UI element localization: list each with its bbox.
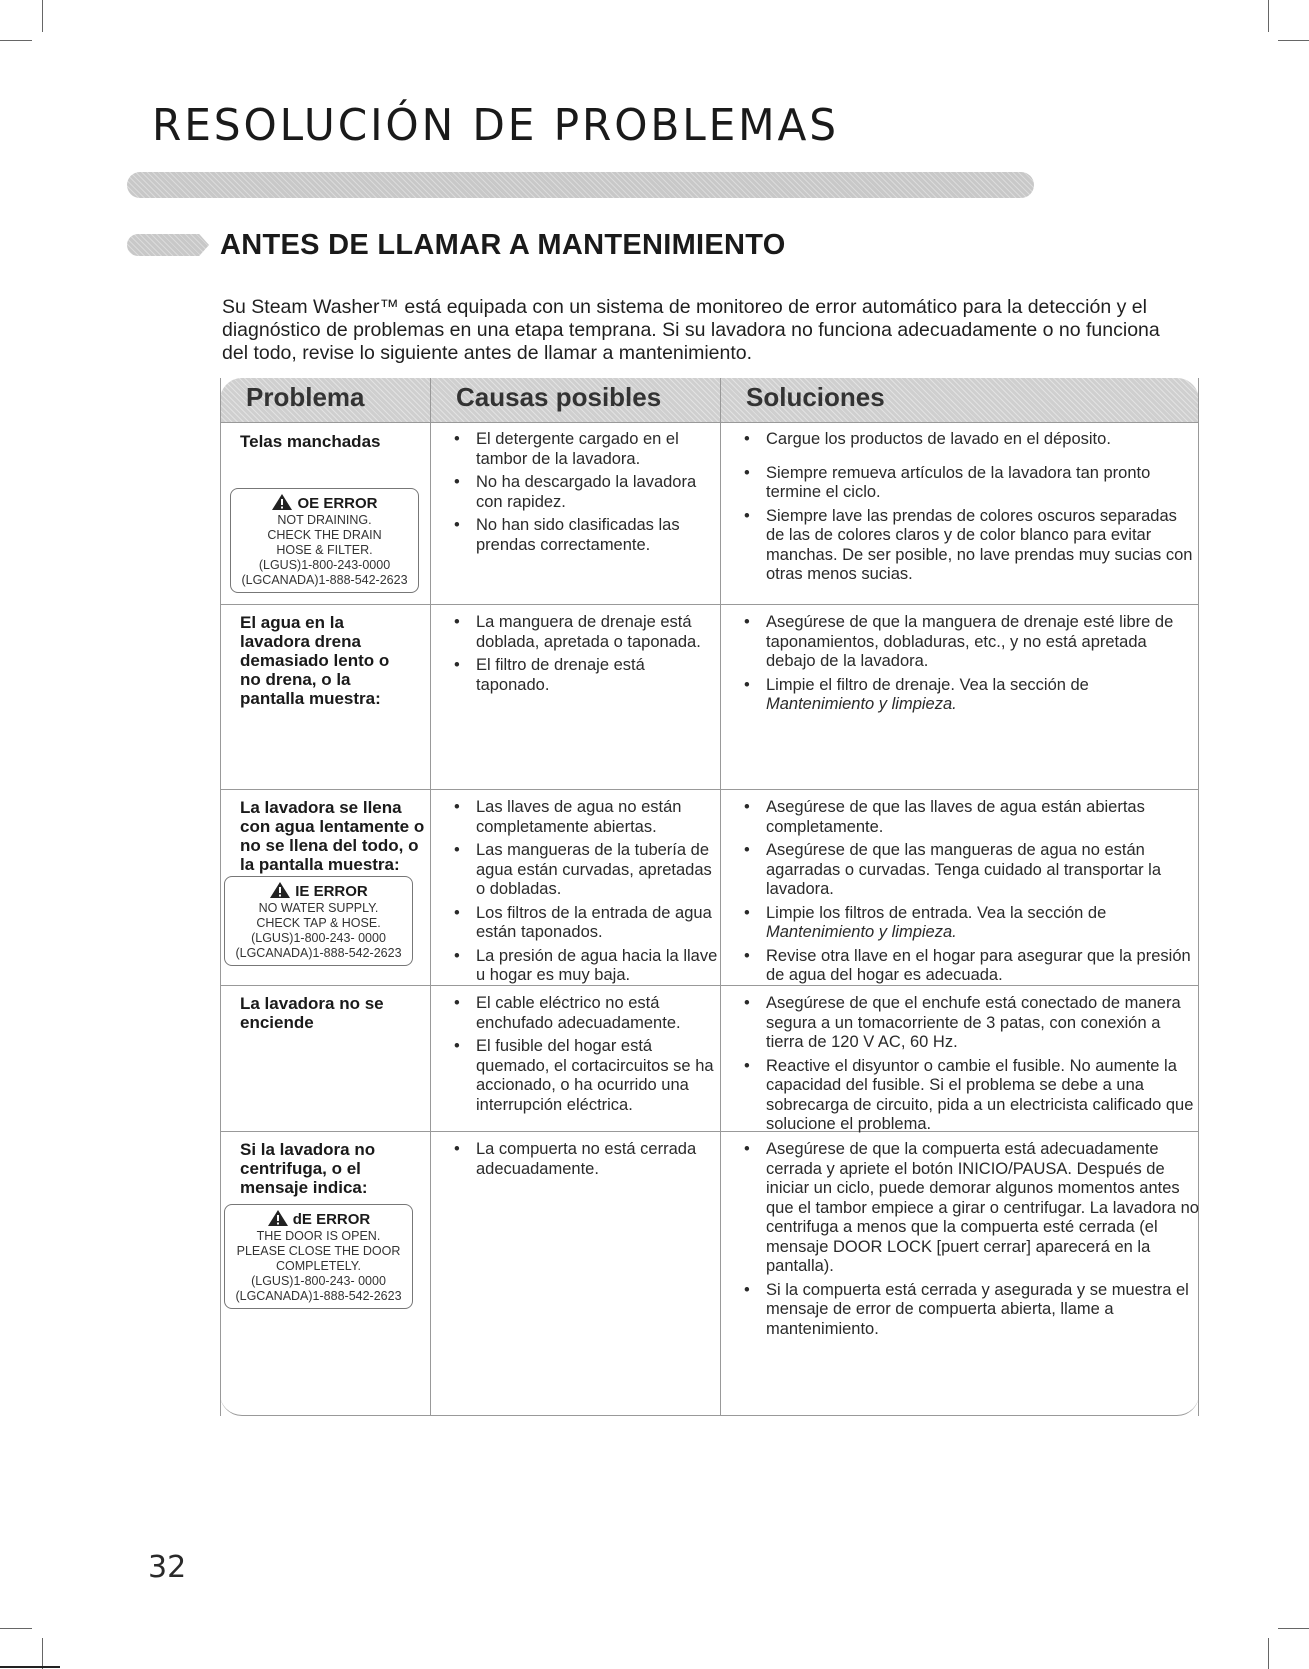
error-code: IE ERROR bbox=[227, 881, 410, 901]
cause-item: • El cable eléctrico no está enchufado adecuadamente. bbox=[452, 994, 720, 1033]
problem-cell bbox=[220, 1132, 430, 1303]
solutions-cell bbox=[720, 422, 1199, 589]
problem-cell bbox=[220, 422, 430, 587]
error-line: (LGUS)1-800-243- 0000 bbox=[251, 1274, 386, 1288]
crop-mark bbox=[0, 1628, 32, 1629]
crop-mark bbox=[42, 1638, 43, 1669]
cause-item: • La compuerta no está cerrada adecuadamente. bbox=[452, 1140, 720, 1179]
solution-item: • Limpie el filtro de drenaje. Vea la sección de Mantenimiento y limpieza. bbox=[742, 676, 1199, 715]
solution-item: • Siempre remueva artículos de la lavadora tan pronto termine el ciclo. bbox=[742, 464, 1199, 503]
table-row bbox=[220, 605, 1199, 790]
crop-mark bbox=[1268, 0, 1269, 32]
error-display bbox=[224, 876, 413, 966]
cause-item: • El detergente cargado en el tambor de la lavadora. bbox=[452, 430, 720, 469]
cause-item: • No han sido clasificadas las prendas correctamente. bbox=[452, 516, 720, 555]
troubleshooting-table bbox=[220, 378, 1199, 1416]
causes-cell bbox=[430, 422, 720, 559]
cause-item: • Las llaves de agua no están completamente abiertas. bbox=[452, 798, 720, 837]
solution-item: • Asegúrese de que la manguera de drenaje esté libre de taponamientos, dobladuras, etc., y no está apretada debajo de la lavadora. bbox=[742, 613, 1199, 672]
error-line: NOT DRAINING. bbox=[277, 513, 372, 527]
crop-mark bbox=[1268, 1638, 1269, 1669]
error-line: NO WATER SUPPLY. bbox=[258, 901, 379, 915]
solution-item: • Asegúrese de que las llaves de agua están abiertas completamente. bbox=[742, 798, 1199, 837]
cause-item: • El fusible del hogar está quemado, el cortacircuitos se ha accionado, o ha ocurrido una interrupción eléctrica. bbox=[452, 1037, 720, 1115]
error-line: THE DOOR IS OPEN. bbox=[256, 1229, 381, 1243]
section-marker bbox=[127, 234, 209, 256]
error-line: HOSE & FILTER. bbox=[276, 543, 373, 557]
warning-icon bbox=[269, 881, 291, 899]
solution-item: • Revise otra llave en el hogar para asegurar que la presión de agua del hogar es adecuada. bbox=[742, 947, 1199, 986]
problem-cell bbox=[220, 790, 430, 960]
cause-item: • Las mangueras de la tubería de agua están curvadas, apretadas o dobladas. bbox=[452, 841, 720, 900]
header-problem: Problema bbox=[246, 382, 365, 412]
solution-item: • Limpie los filtros de entrada. Vea la sección de Mantenimiento y limpieza. bbox=[742, 904, 1199, 943]
problem-cell bbox=[220, 605, 430, 708]
page-title: RESOLUCIÓN DE PROBLEMAS bbox=[152, 100, 839, 151]
problem-text: La lavadora se llena con agua lentamente o no se llena del todo, o la pantalla muestra: bbox=[240, 798, 425, 874]
header-solutions: Soluciones bbox=[746, 382, 885, 412]
causes-cell bbox=[430, 1132, 720, 1183]
solution-item: • Asegúrese de que la compuerta está adecuadamente cerrada y apriete el botón INICIO/PAUSA. Después de iniciar un ciclo, puede demorar algunos momentos antes que el tambor empiece a girar o centrifugar. La lavadora no centrifuga a menos que la compuerta esté cerrada (el mensaje DOOR LOCK [puert cerrar] aparecerá en la pantalla). bbox=[742, 1140, 1199, 1277]
problem-text: Si la lavadora no centrifuga, o el mensaje indica: bbox=[240, 1140, 376, 1197]
intro-paragraph: Su Steam Washer™ está equipada con un sistema de monitoreo de error automático para la detección y el diagnóstico de problemas en una etapa temprana. Si su lavadora no funciona adecuadamente o no funciona del todo, revise lo siguiente antes de llamar a mantenimiento. bbox=[222, 296, 1160, 364]
manual-section-reference: Mantenimiento y limpieza. bbox=[766, 923, 957, 941]
crop-mark bbox=[1278, 1628, 1309, 1629]
solutions-cell bbox=[720, 605, 1199, 719]
cause-item: • Los filtros de la entrada de agua están taponados. bbox=[452, 904, 720, 943]
solution-item: • Asegúrese de que las mangueras de agua no están agarradas o curvadas. Tenga cuidado al transportar la lavadora. bbox=[742, 841, 1199, 900]
error-display bbox=[224, 1204, 413, 1309]
solution-item: • Cargue los productos de lavado en el déposito. bbox=[742, 430, 1199, 450]
problem-text: Telas manchadas bbox=[240, 432, 381, 451]
error-code: dE ERROR bbox=[227, 1209, 410, 1229]
error-line: COMPLETELY. bbox=[276, 1259, 361, 1273]
cause-item: • La manguera de drenaje está doblada, apretada o taponada. bbox=[452, 613, 720, 652]
causes-cell bbox=[430, 605, 720, 699]
solution-item: • Si la compuerta está cerrada y asegurada y se muestra el mensaje de error de compuerta abierta, llame a mantenimiento. bbox=[742, 1281, 1199, 1340]
problem-text: La lavadora no se enciende bbox=[240, 994, 384, 1032]
table-row bbox=[220, 1132, 1199, 1416]
table-row bbox=[220, 986, 1199, 1132]
crop-mark bbox=[0, 1666, 60, 1668]
table-row bbox=[220, 790, 1199, 986]
crop-mark bbox=[0, 40, 32, 41]
manual-section-reference: Mantenimiento y limpieza. bbox=[766, 695, 957, 713]
header-causes: Causas posibles bbox=[456, 382, 662, 412]
error-display bbox=[230, 488, 419, 593]
cause-item: • El filtro de drenaje está taponado. bbox=[452, 656, 720, 695]
error-line: (LGCANADA)1-888-542-2623 bbox=[235, 946, 402, 960]
error-line: (LGCANADA)1-888-542-2623 bbox=[241, 573, 408, 587]
section-heading: ANTES DE LLAMAR A MANTENIMIENTO bbox=[220, 229, 786, 261]
solution-item: • Siempre lave las prendas de colores oscuros separadas de las de colores claros y de color blanco para evitar manchas. De ser posible, no lave prendas muy sucias con otras menos sucias. bbox=[742, 507, 1199, 585]
problem-text: El agua en la lavadora drena demasiado lento o no drena, o la pantalla muestra: bbox=[240, 613, 390, 708]
table-header bbox=[220, 378, 1199, 423]
causes-cell bbox=[430, 790, 720, 990]
error-line: (LGUS)1-800-243- 0000 bbox=[251, 931, 386, 945]
error-line: PLEASE CLOSE THE DOOR bbox=[236, 1244, 401, 1258]
warning-icon bbox=[267, 1209, 289, 1227]
solution-item: • Reactive el disyuntor o cambie el fusible. No aumente la capacidad del fusible. Si el problema se debe a una sobrecarga de circuito, pida a un electricista calificado que solucione el problema. bbox=[742, 1057, 1199, 1135]
solutions-cell bbox=[720, 986, 1199, 1139]
crop-mark bbox=[1278, 40, 1309, 41]
crop-mark bbox=[42, 0, 43, 32]
solution-item: • Asegúrese de que el enchufe está conectado de manera segura a un tomacorriente de 3 patas, con conexión a tierra de 120 V AC, 60 Hz. bbox=[742, 994, 1199, 1053]
warning-icon bbox=[271, 493, 293, 511]
error-code: OE ERROR bbox=[233, 493, 416, 513]
table-row bbox=[220, 422, 1199, 605]
solutions-cell bbox=[720, 790, 1199, 990]
problem-cell bbox=[220, 986, 430, 1032]
error-line: (LGUS)1-800-243-0000 bbox=[258, 558, 391, 572]
error-line: CHECK THE DRAIN bbox=[267, 528, 382, 542]
cause-item: • La presión de agua hacia la llave u hogar es muy baja. bbox=[452, 947, 720, 986]
causes-cell bbox=[430, 986, 720, 1119]
title-underline-bar bbox=[127, 172, 1034, 198]
page-number: 32 bbox=[148, 1550, 187, 1585]
error-line: CHECK TAP & HOSE. bbox=[256, 916, 381, 930]
error-line: (LGCANADA)1-888-542-2623 bbox=[235, 1289, 402, 1303]
solutions-cell bbox=[720, 1132, 1199, 1343]
cause-item: • No ha descargado la lavadora con rapidez. bbox=[452, 473, 720, 512]
